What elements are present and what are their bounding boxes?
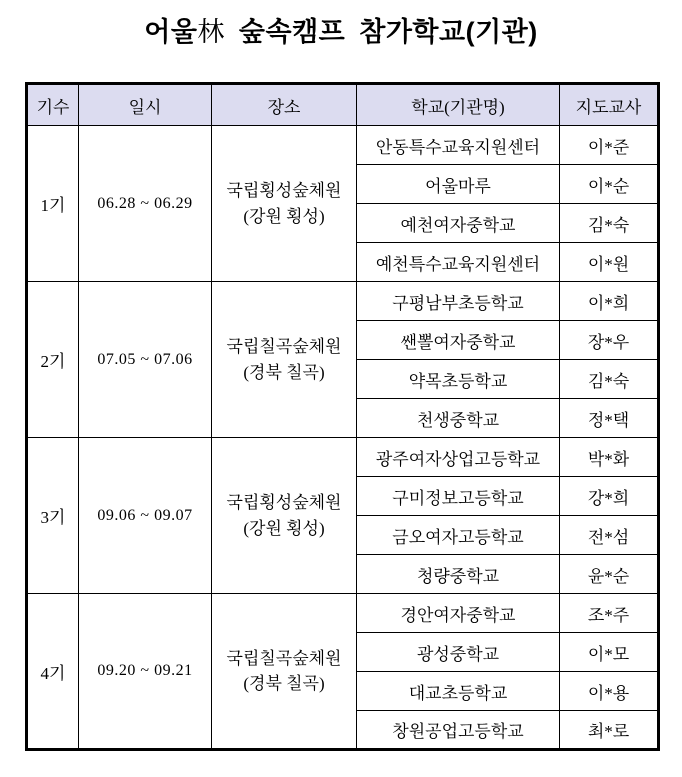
venue-region: (경북 칠곡) <box>243 362 325 382</box>
teacher-cell: 조*주 <box>560 594 659 633</box>
table-header-row <box>27 84 659 126</box>
teacher-cell: 이*원 <box>560 243 659 282</box>
header-school: 학교(기관명) <box>357 84 560 126</box>
header-cohort: 기수 <box>27 84 79 126</box>
teacher-cell: 정*택 <box>560 399 659 438</box>
header-teacher: 지도교사 <box>560 84 659 126</box>
teacher-cell: 강*희 <box>560 477 659 516</box>
school-cell: 약목초등학교 <box>357 360 560 399</box>
title-text-rest: 숲속캠프 참가학교(기관) <box>224 17 538 47</box>
school-cell: 구평남부초등학교 <box>357 282 560 321</box>
school-cell: 대교초등학교 <box>357 672 560 711</box>
school-cell: 경안여자중학교 <box>357 594 560 633</box>
venue-name: 국립횡성숲체원 <box>226 181 342 200</box>
table-row <box>27 126 659 165</box>
header-date: 일시 <box>79 84 212 126</box>
teacher-cell: 이*희 <box>560 282 659 321</box>
venue-cell-3 <box>212 438 357 594</box>
header-venue: 장소 <box>212 84 357 126</box>
venue-region: (강원 횡성) <box>243 518 325 538</box>
title-hanja: 林 <box>197 17 225 47</box>
teacher-cell: 장*우 <box>560 321 659 360</box>
school-cell: 안동특수교육지원센터 <box>357 126 560 165</box>
teacher-cell: 윤*순 <box>560 555 659 594</box>
teacher-cell: 이*모 <box>560 633 659 672</box>
date-cell-3: 09.06 ~ 09.07 <box>79 438 212 594</box>
date-cell-4: 09.20 ~ 09.21 <box>79 594 212 750</box>
teacher-cell: 이*용 <box>560 672 659 711</box>
teacher-cell: 이*순 <box>560 165 659 204</box>
teacher-cell: 이*준 <box>560 126 659 165</box>
school-cell: 쌘뽈여자중학교 <box>357 321 560 360</box>
teacher-cell: 전*섬 <box>560 516 659 555</box>
school-cell: 어울마루 <box>357 165 560 204</box>
school-cell: 천생중학교 <box>357 399 560 438</box>
venue-name: 국립칠곡숲체원 <box>226 648 342 668</box>
table-row <box>27 594 659 633</box>
teacher-cell: 박*화 <box>560 438 659 477</box>
school-cell: 예천여자중학교 <box>357 204 560 243</box>
teacher-cell: 김*숙 <box>560 360 659 399</box>
date-cell-2: 07.05 ~ 07.06 <box>79 282 212 438</box>
participant-table <box>25 82 660 751</box>
cohort-cell-1: 1기 <box>27 126 79 282</box>
venue-name: 국립칠곡숲체원 <box>226 337 342 356</box>
date-cell-1: 06.28 ~ 06.29 <box>79 126 212 282</box>
teacher-cell: 김*숙 <box>560 204 659 243</box>
table-row <box>27 438 659 477</box>
school-cell: 예천특수교육지원센터 <box>357 243 560 282</box>
teacher-cell: 최*로 <box>560 711 659 750</box>
school-cell: 청량중학교 <box>357 555 560 594</box>
cohort-cell-3: 3기 <box>27 438 79 594</box>
school-cell: 창원공업고등학교 <box>357 711 560 750</box>
venue-region: (경북 칠곡) <box>243 674 325 693</box>
table-row <box>27 282 659 321</box>
cohort-cell-4: 4기 <box>27 594 79 750</box>
venue-name: 국립횡성숲체원 <box>226 493 342 512</box>
title-text-korean: 어울 <box>144 17 198 47</box>
venue-cell-4 <box>212 594 357 750</box>
venue-cell-2 <box>212 282 357 438</box>
document-page <box>0 10 682 777</box>
page-title <box>0 10 682 49</box>
school-cell: 광주여자상업고등학교 <box>357 438 560 477</box>
cohort-cell-2: 2기 <box>27 282 79 438</box>
school-cell: 광성중학교 <box>357 633 560 672</box>
venue-region: (강원 횡성) <box>243 206 325 226</box>
venue-cell-1 <box>212 126 357 282</box>
school-cell: 금오여자고등학교 <box>357 516 560 555</box>
school-cell: 구미정보고등학교 <box>357 477 560 516</box>
